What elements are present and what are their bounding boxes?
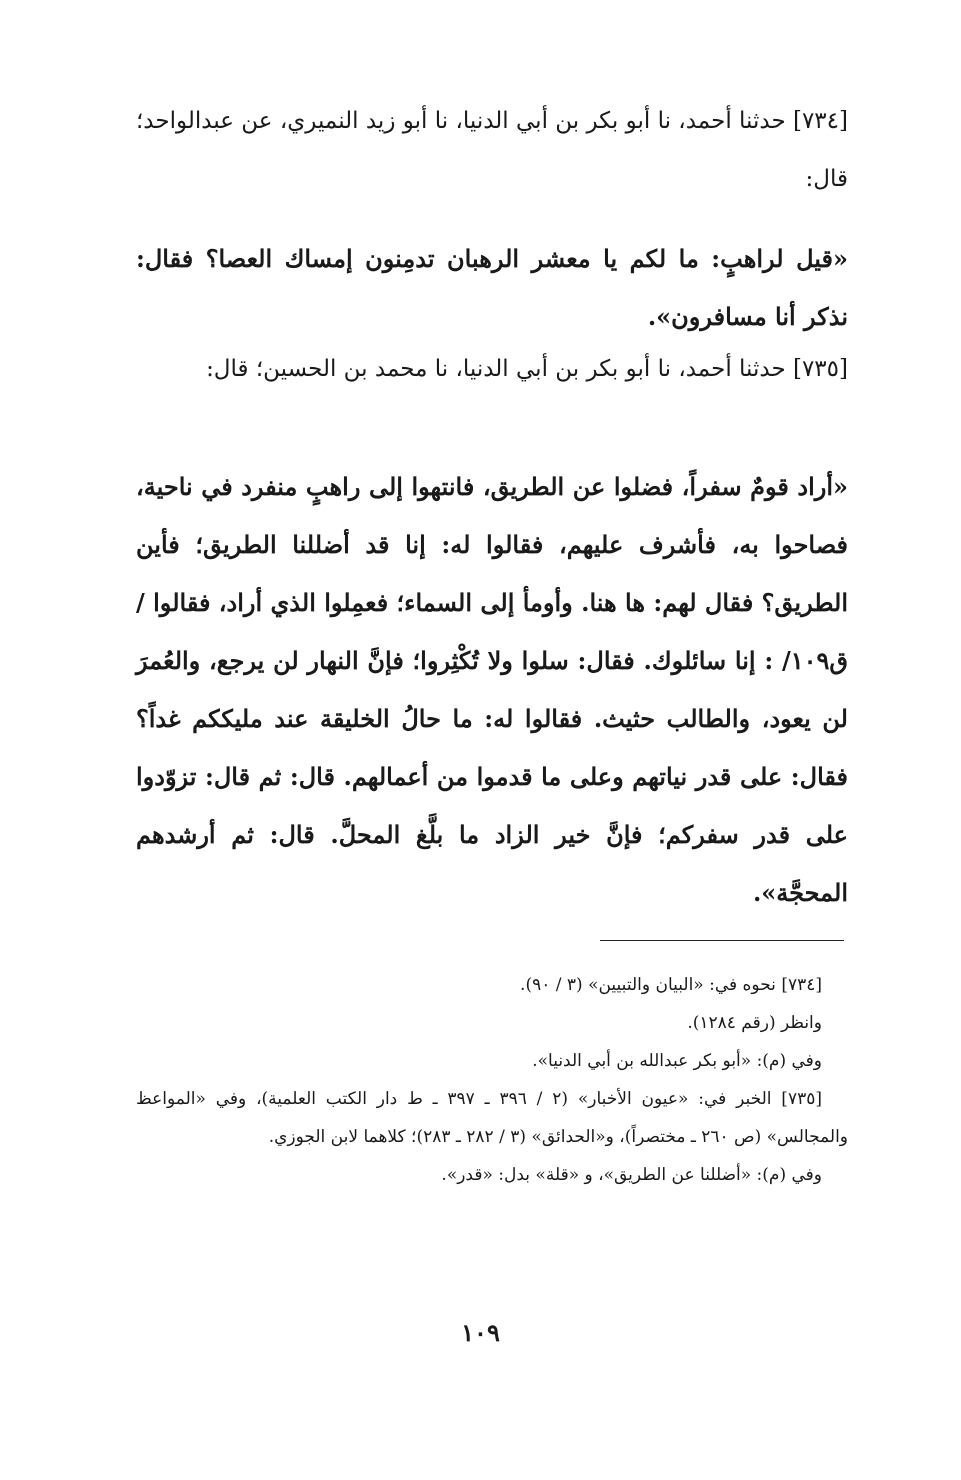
footnote-separator xyxy=(600,940,844,941)
footnote-line: وفي (م): «أبو بكر عبدالله بن أبي الدنيا». xyxy=(532,1051,822,1071)
hadith-735-isnad: [٧٣٥] حدثنا أحمد، نا أبو بكر بن أبي الدنيا، نا محمد بن الحسين؛ قال: xyxy=(206,356,848,382)
hadith-735-matn: «أراد قومٌ سفراً، فضلوا عن الطريق، فانتهوا إلى راهبٍ منفرد في ناحية، فصاحوا به، فأشرف عليهم، فقالوا له: إنا قد أضللنا الطريق؛ فأين الطريق؟ فقال لهم: ها هنا. وأومأ إلى السماء؛ فعمِلوا الذي أراد، فقالوا / ق١٠٩/ : إنا سائلوك. فقال: سلوا ولا تُكْثِروا؛ فإنَّ النهار لن يرجع، والعُمرَ لن يعود، والطالب حثيث. فقالوا له: ما حالُ الخليقة عند مليككم غداً؟ فقال: على قدر نياتهم وعلى ما قدموا من أعمالهم. قال: ثم قال: تزوّدوا على قدر سفركم؛ فإنَّ خير الزاد ما بلَّغ المحلَّ. قال: ثم أرشدهم المحجَّة». xyxy=(136,472,848,907)
hadith-734-isnad: [٧٣٤] حدثنا أحمد، نا أبو بكر بن أبي الدنيا، نا أبو زيد النميري، عن عبدالواحد؛ قال: xyxy=(135,108,848,192)
footnote-line: [٧٣٥] الخبر في: «عيون الأخبار» (٢ / ٣٩٦ ـ ٣٩٧ ـ ط دار الكتب العلمية)، وفي «المواعظ والمجالس» (ص ٢٦٠ ـ مختصراً)، و«الحدائق» (٣ / ٢٨٢ ـ ٢٨٣)؛ كلاهما لابن الجوزي. xyxy=(136,1089,848,1147)
footnote-line: [٧٣٤] نحوه في: «البيان والتبيين» (٣ / ٩٠). xyxy=(520,975,822,995)
footnote-line: وفي (م): «أضللنا عن الطريق»، و «قلة» بدل: «قدر». xyxy=(441,1165,822,1185)
footnotes xyxy=(136,966,848,1194)
hadith-734-matn: «قيل لراهبٍ: ما لكم يا معشر الرهبان تدمِنون إمساك العصا؟ فقال: نذكر أنا مسافرون». xyxy=(136,244,848,331)
footnote-line: وانظر (رقم ١٢٨٤). xyxy=(687,1013,822,1033)
page-number: ١٠٩ xyxy=(461,1318,500,1347)
